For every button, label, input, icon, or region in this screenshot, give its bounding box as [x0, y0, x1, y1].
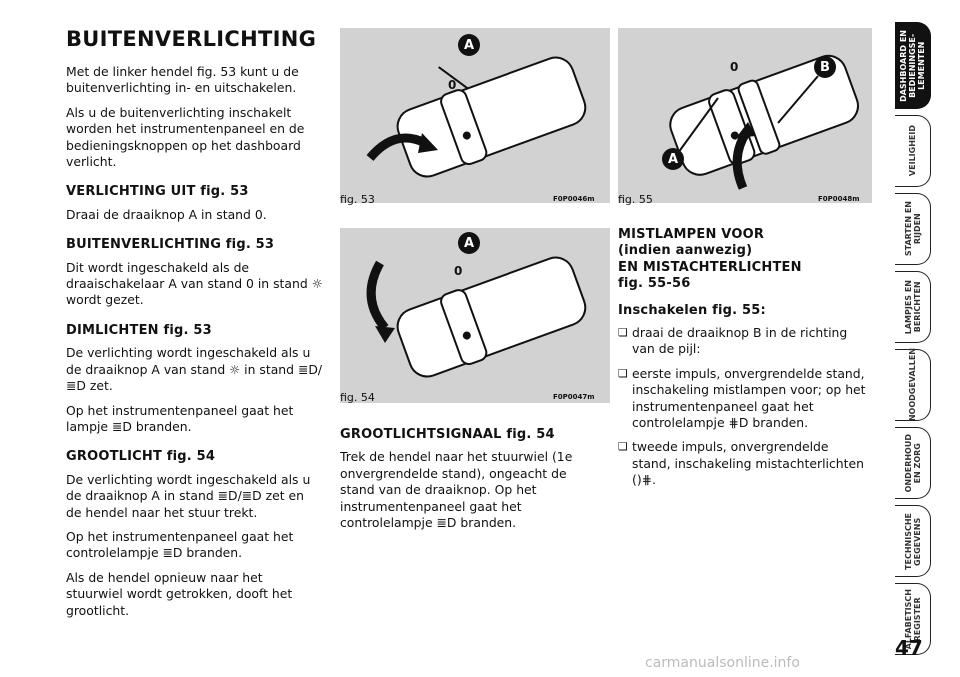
- tab-index[interactable]: ALFABETISCH REGISTER: [895, 583, 931, 655]
- callout-b: B: [814, 56, 836, 78]
- figure-54: [340, 228, 610, 403]
- section-heading-main-beam: GROOTLICHT fig. 54: [66, 449, 216, 465]
- list-item: ❏ eerste impuls, onvergrendelde stand, inschakeling mistlampen voor; op het instrumentenpaneel gaat het controlelampje ⋕D branden.: [618, 366, 870, 432]
- section-text-main-beam-2: Op het instrumentenpaneel gaat het controlelampje ≣D branden.: [66, 528, 294, 561]
- page-title: BUITENVERLICHTING: [66, 27, 317, 51]
- position-0-label: 0: [730, 60, 739, 74]
- section-text-dipped-beam-2: Op het instrumentenpaneel gaat het lampje ≣D branden.: [66, 402, 294, 434]
- page-number: 47: [895, 636, 923, 660]
- section-heading-dipped-beam: DIMLICHTEN fig. 53: [66, 322, 212, 338]
- tab-emergency[interactable]: NOODGEVALLEN: [895, 349, 931, 421]
- intro-paragraph-1: Met de linker hendel fig. 53 kunt u de buitenverlichting in- en uitschakelen.: [66, 64, 299, 96]
- tab-technical-data[interactable]: TECHNISCHE GEGEVENS: [895, 505, 931, 577]
- light-stalk-illustration-54: [340, 228, 610, 403]
- section-heading-fog-4: fig. 55-56: [618, 276, 691, 292]
- middle-body: [340, 427, 592, 539]
- figure-54-caption: fig. 54: [340, 391, 375, 404]
- figure-54-code: F0P0047m: [553, 393, 595, 401]
- watermark: carmanualsonline.info: [645, 655, 800, 671]
- section-heading-fog-3: EN MISTACHTERLICHTEN: [618, 259, 802, 275]
- intro-paragraph-2: Als u de buitenverlichting inschakelt worden het instrumentenpaneel en de bedieningsknoppen op het dashboard verlicht.: [66, 104, 305, 170]
- light-stalk-illustration-55: [618, 28, 872, 203]
- instruction-list: [618, 325, 870, 489]
- figure-55: [618, 28, 872, 203]
- section-heading-exterior-lights: BUITENVERLICHTING fig. 53: [66, 237, 275, 253]
- section-text-flash: Trek de hendel naar het stuurwiel (1e onvergrendelde stand), ongeacht de stand van de draaiknop. Op het instrumentenpaneel gaat het controlelampje ≣D branden.: [340, 449, 573, 531]
- section-text-lights-off: Draai de draaiknop A in stand 0.: [66, 206, 267, 222]
- list-item: ❏ tweede impuls, onvergrendelde stand, inschakeling mistachterlichten ()⋕.: [618, 439, 870, 488]
- tab-starting-driving[interactable]: STARTEN EN RIJDEN: [895, 193, 931, 265]
- tab-lights-messages[interactable]: LAMPJES EN BERICHTEN: [895, 271, 931, 343]
- section-heading-fog-2: (indien aanwezig): [618, 243, 753, 259]
- position-0-label: 0: [454, 264, 463, 278]
- callout-a: A: [458, 34, 480, 56]
- position-0-label: 0: [448, 78, 457, 92]
- tab-safety[interactable]: VEILIGHEID: [895, 115, 931, 187]
- left-body: [66, 64, 323, 627]
- right-body: [618, 227, 870, 497]
- tab-dashboard[interactable]: DASHBOARD EN BEDIENINGSE- LEMENTEN: [895, 22, 931, 109]
- callout-a: A: [662, 148, 684, 170]
- figure-53-code: F0P0046m: [553, 195, 595, 203]
- figure-55-caption: fig. 55: [618, 193, 653, 206]
- figure-53-caption: fig. 53: [340, 193, 375, 206]
- section-text-dipped-beam-1: De verlichting wordt ingeschakeld als u de draaiknop A van stand ☼ in stand ≣D/≣D zet.: [66, 345, 323, 394]
- list-item: ❏ draai de draaiknop B in de richting van de pijl:: [618, 325, 870, 358]
- tab-maintenance[interactable]: ONDERHOUD EN ZORG: [895, 427, 931, 499]
- section-heading-lights-off: VERLICHTING UIT fig. 53: [66, 184, 249, 200]
- section-text-exterior-lights: Dit wordt ingeschakeld als de draaischakelaar A van stand 0 in stand ☼ wordt gezet.: [66, 259, 323, 308]
- figure-53: [340, 28, 610, 203]
- section-heading-flash: GROOTLICHTSIGNAAL fig. 54: [340, 427, 555, 442]
- light-stalk-illustration-53: [340, 28, 610, 203]
- callout-a: A: [458, 232, 480, 254]
- figure-55-code: F0P0048m: [818, 195, 860, 203]
- subheading-switch-on: Inschakelen fig. 55:: [618, 302, 766, 318]
- section-text-main-beam-1: De verlichting wordt ingeschakeld als u de draaiknop A in stand ≣D/≣D zet en de hendel naar het stuur trekt.: [66, 471, 311, 520]
- section-text-main-beam-3: Als de hendel opnieuw naar het stuurwiel wordt getrokken, dooft het grootlicht.: [66, 569, 293, 618]
- section-heading-fog-1: MISTLAMPEN VOOR: [618, 227, 765, 242]
